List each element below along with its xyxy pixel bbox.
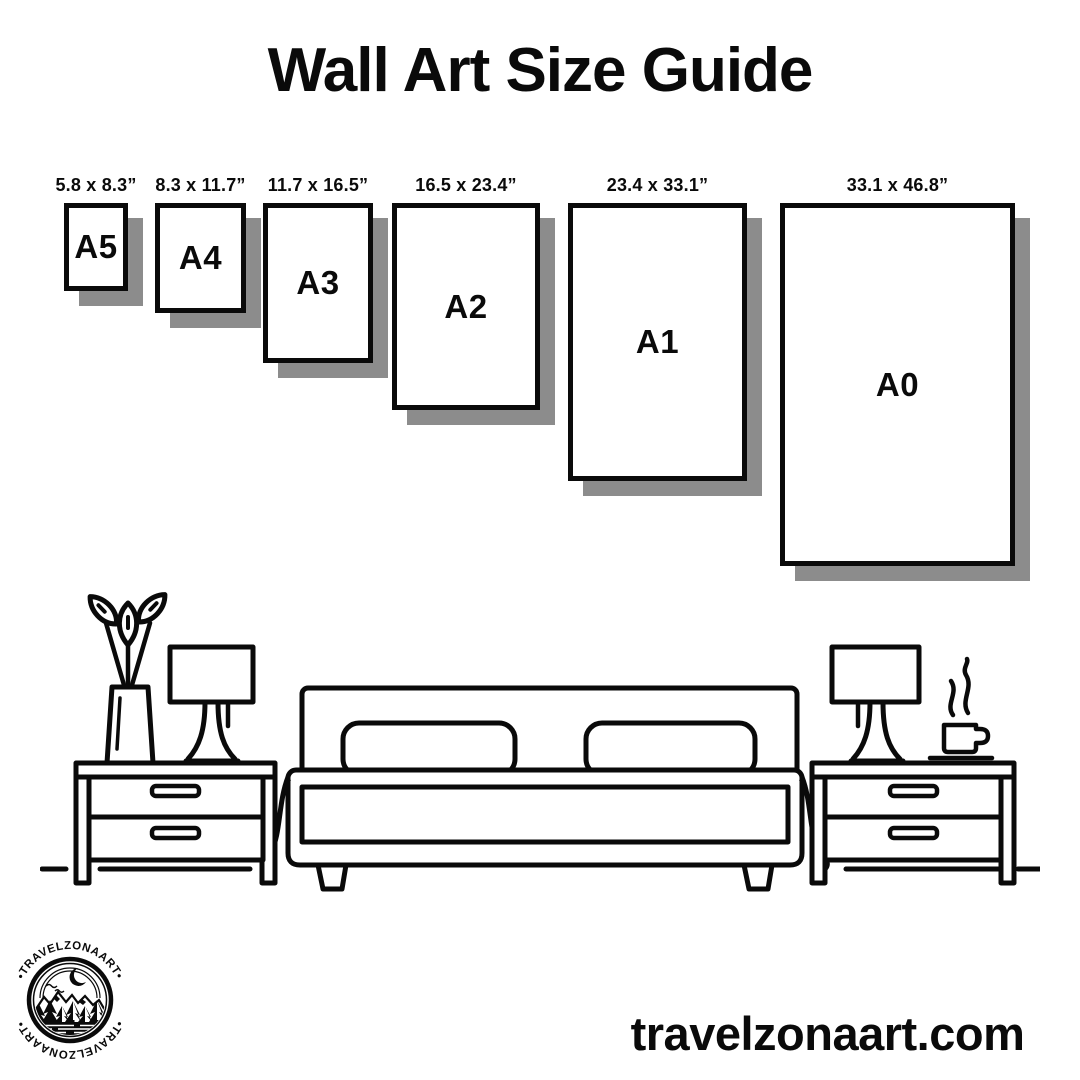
- paper-a3: [263, 203, 373, 363]
- paper-code-label: A0: [875, 365, 920, 403]
- paper-a2: [392, 203, 540, 410]
- paper-a1: [568, 203, 747, 481]
- bed-icon: [263, 688, 828, 889]
- bird-icon: [46, 985, 57, 988]
- website-url: travelzonaart.com: [630, 1007, 1025, 1060]
- vase: [107, 687, 153, 763]
- badge-scene: [32, 968, 108, 1038]
- logo-text-top: •TRAVELZONAART•: [15, 939, 125, 982]
- size-dimensions-label: 16.5 x 23.4”: [415, 175, 517, 195]
- duvet-front: [302, 787, 788, 842]
- size-item-a1: [568, 175, 747, 481]
- steam: [965, 659, 969, 713]
- plant-vase-icon: [84, 589, 170, 763]
- brand-logo: [8, 938, 132, 1062]
- table-lamp-icon: [832, 647, 919, 761]
- size-dimensions-label: 8.3 x 11.7”: [155, 175, 246, 195]
- bed-leg: [318, 865, 346, 889]
- mountain-badge-icon: [15, 940, 125, 1060]
- size-dimensions-label: 23.4 x 33.1”: [606, 175, 709, 195]
- bed-leg: [744, 865, 772, 889]
- bedroom-illustration: [40, 585, 1040, 895]
- logo-text-bottom: •TRAVELZONAART•: [15, 1018, 125, 1061]
- size-dimensions-label: 11.7 x 16.5”: [267, 175, 369, 195]
- size-item-a3: [263, 175, 373, 363]
- paper-code-label: A4: [178, 239, 223, 276]
- nightstand-icon: [812, 763, 1014, 883]
- pillow-icon: [343, 723, 515, 775]
- paper-code-label: A5: [74, 228, 118, 265]
- bird-icon: [55, 990, 64, 993]
- page-title: Wall Art Size Guide: [267, 36, 813, 105]
- steam: [950, 681, 953, 715]
- size-item-a4: [155, 175, 246, 313]
- paper-code-label: A3: [296, 264, 340, 301]
- size-item-a2: [392, 175, 540, 410]
- paper-a5: [64, 203, 128, 291]
- nightstand-icon: [76, 763, 275, 883]
- paper-a4: [155, 203, 246, 313]
- paper-a0: [780, 203, 1015, 566]
- size-dimensions-label: 33.1 x 46.8”: [846, 175, 949, 195]
- size-item-a5: [55, 175, 137, 291]
- lamp-shade: [832, 647, 919, 702]
- size-dimensions-label: 5.8 x 8.3”: [55, 175, 137, 195]
- size-item-a0: [780, 175, 1015, 566]
- lamp-shade: [170, 647, 253, 702]
- coffee-cup-icon: [930, 659, 992, 758]
- paper-code-label: A2: [444, 287, 488, 325]
- pillow-icon: [586, 723, 755, 775]
- paper-code-label: A1: [635, 323, 680, 360]
- table-lamp-icon: [170, 647, 253, 761]
